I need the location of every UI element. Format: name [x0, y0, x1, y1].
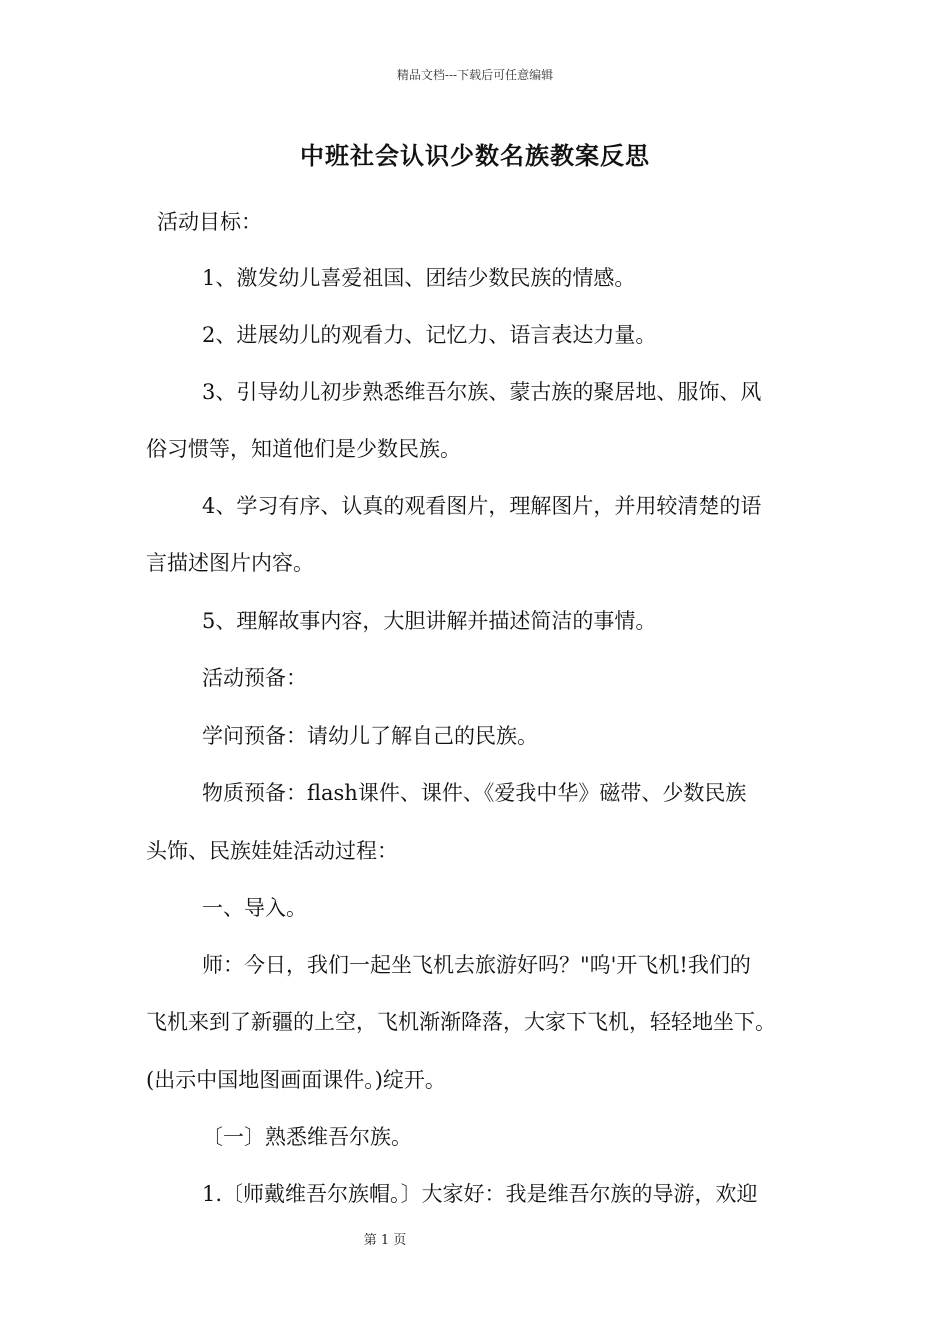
text-line: 学问预备：请幼儿了解自己的民族。: [202, 724, 538, 748]
text-line: 物质预备：flash课件、课件、《爱我中华》磁带、少数民族: [202, 781, 747, 805]
text-line: 活动预备：: [202, 666, 307, 690]
text-line: 5、理解故事内容，大胆讲解并描述简洁的事情。: [202, 609, 657, 633]
text-line: 1、激发幼儿喜爱祖国、团结少数民族的情感。: [202, 266, 636, 290]
text-line: 活动目标：: [157, 210, 262, 234]
text-line: 师：今日，我们一起坐飞机去旅游好吗？"呜'开飞机!我们的: [202, 953, 751, 977]
text-line: 4、学习有序、认真的观看图片，理解图片，并用较清楚的语: [202, 494, 762, 518]
page-header: 精品文档---下载后可任意编辑: [396, 68, 554, 82]
text-line: 1.〔师戴维吾尔族帽。〕大家好：我是维吾尔族的导游，欢迎: [202, 1182, 758, 1206]
document-title: 中班社会认识少数名族教案反思: [300, 141, 650, 170]
text-line: (出示中国地图画面课件。)绽开。: [146, 1068, 446, 1092]
text-line: 一、导入。: [202, 896, 307, 920]
text-line: 3、引导幼儿初步熟悉维吾尔族、蒙古族的聚居地、服饰、风: [202, 380, 762, 404]
text-line: 飞机来到了新疆的上空，飞机渐渐降落，大家下飞机，轻轻地坐下。: [146, 1010, 776, 1034]
text-line: 头饰、民族娃娃活动过程：: [146, 839, 398, 863]
text-line: 2、进展幼儿的观看力、记忆力、语言表达力量。: [202, 323, 657, 347]
page-number: 第 1 页: [363, 1233, 407, 1248]
text-line: 言描述图片内容。: [146, 551, 314, 575]
text-line: 俗习惯等，知道他们是少数民族。: [146, 437, 461, 461]
text-line: 〔一〕熟悉维吾尔族。: [202, 1125, 412, 1149]
